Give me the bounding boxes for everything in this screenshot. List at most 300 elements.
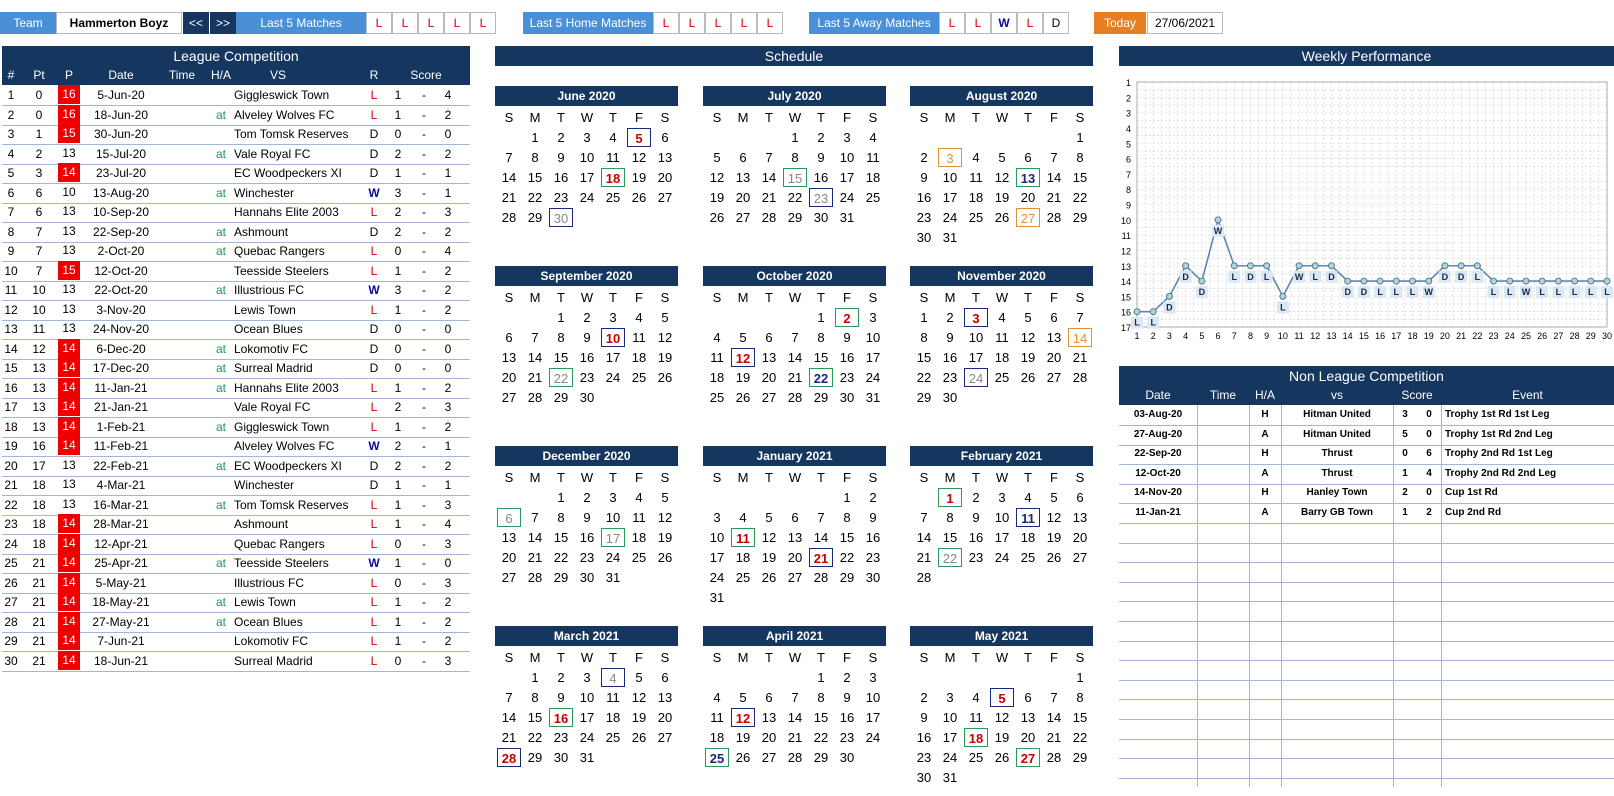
calendar-day[interactable]: 30	[916, 770, 932, 785]
calendar-day[interactable]: 24	[709, 570, 725, 585]
calendar-day[interactable]: 21	[527, 550, 543, 565]
calendar-day[interactable]: 2	[869, 490, 877, 505]
calendar-day[interactable]: 31	[579, 750, 595, 765]
calendar-day[interactable]: 16	[839, 350, 855, 365]
non-league-row[interactable]	[1119, 660, 1614, 681]
calendar-day[interactable]: 3	[843, 130, 851, 145]
non-league-row[interactable]	[1119, 562, 1614, 583]
non-league-row[interactable]	[1119, 679, 1614, 700]
league-row[interactable]	[2, 202, 470, 223]
calendar-day[interactable]: 1	[817, 310, 825, 325]
league-row[interactable]	[2, 183, 470, 204]
calendar-day[interactable]: 11	[969, 710, 983, 725]
calendar-day[interactable]: 11	[866, 150, 880, 165]
non-league-row[interactable]	[1119, 640, 1614, 661]
league-row[interactable]	[2, 300, 470, 321]
calendar-day[interactable]: 25	[605, 730, 621, 745]
calendar-day[interactable]: 22	[527, 190, 543, 205]
calendar-day[interactable]: 21	[527, 370, 543, 385]
calendar-day[interactable]: 23	[942, 370, 958, 385]
calendar-day[interactable]: 6	[765, 690, 773, 705]
calendar-day[interactable]: 18	[1020, 530, 1036, 545]
calendar-day[interactable]: 10	[865, 690, 881, 705]
calendar-day[interactable]: 10	[994, 510, 1010, 525]
calendar-day[interactable]: 24	[839, 190, 855, 205]
calendar-day[interactable]: 10	[579, 690, 595, 705]
calendar-day[interactable]: 21	[1046, 190, 1062, 205]
calendar-day[interactable]: 3	[998, 490, 1006, 505]
calendar-day[interactable]: 21	[761, 190, 777, 205]
match-day[interactable]: 11	[1016, 508, 1040, 527]
calendar-day[interactable]: 28	[1046, 750, 1062, 765]
calendar-day[interactable]: 6	[661, 130, 669, 145]
calendar-day[interactable]: 18	[631, 530, 647, 545]
calendar-day[interactable]: 31	[605, 570, 621, 585]
calendar-day[interactable]: 8	[557, 510, 565, 525]
match-day[interactable]: 30	[549, 208, 573, 227]
calendar-day[interactable]: 19	[994, 190, 1010, 205]
calendar-day[interactable]: 18	[968, 190, 984, 205]
calendar-day[interactable]: 26	[735, 750, 751, 765]
calendar-day[interactable]: 14	[1046, 710, 1062, 725]
calendar-day[interactable]: 2	[920, 690, 928, 705]
league-row[interactable]	[2, 631, 470, 652]
calendar-day[interactable]: 22	[916, 370, 932, 385]
calendar-day[interactable]: 25	[631, 370, 647, 385]
non-league-row[interactable]	[1119, 405, 1614, 426]
calendar-day[interactable]: 6	[765, 330, 773, 345]
calendar-day[interactable]: 9	[869, 510, 877, 525]
calendar-day[interactable]: 8	[817, 330, 825, 345]
calendar-day[interactable]: 26	[631, 190, 647, 205]
league-row[interactable]	[2, 514, 470, 535]
league-row[interactable]	[2, 651, 470, 672]
calendar-day[interactable]: 5	[713, 150, 721, 165]
calendar-day[interactable]: 19	[994, 730, 1010, 745]
calendar-day[interactable]: 18	[735, 550, 751, 565]
calendar-day[interactable]: 7	[817, 510, 825, 525]
calendar-day[interactable]: 8	[817, 690, 825, 705]
calendar-day[interactable]: 10	[839, 150, 855, 165]
calendar-day[interactable]: 14	[1046, 170, 1062, 185]
match-day[interactable]: 6	[497, 508, 521, 527]
calendar-day[interactable]: 23	[839, 730, 855, 745]
calendar-day[interactable]: 9	[843, 330, 851, 345]
calendar-day[interactable]: 24	[579, 730, 595, 745]
calendar-day[interactable]: 19	[631, 170, 647, 185]
calendar-day[interactable]: 26	[1046, 550, 1062, 565]
calendar-day[interactable]: 12	[657, 510, 673, 525]
calendar-day[interactable]: 9	[920, 170, 928, 185]
calendar-day[interactable]: 14	[501, 170, 517, 185]
calendar-day[interactable]: 27	[1072, 550, 1088, 565]
non-league-row[interactable]	[1119, 464, 1614, 485]
calendar-day[interactable]: 29	[787, 210, 803, 225]
calendar-day[interactable]: 3	[869, 670, 877, 685]
calendar-day[interactable]: 3	[713, 510, 721, 525]
calendar-day[interactable]: 31	[942, 770, 958, 785]
calendar-day[interactable]: 2	[583, 310, 591, 325]
match-day[interactable]: 11	[731, 528, 755, 547]
calendar-day[interactable]: 22	[839, 550, 855, 565]
non-league-row[interactable]	[1119, 621, 1614, 642]
calendar-day[interactable]: 2	[972, 490, 980, 505]
calendar-day[interactable]: 5	[661, 310, 669, 325]
non-league-row[interactable]	[1119, 601, 1614, 622]
calendar-day[interactable]: 18	[631, 350, 647, 365]
calendar-day[interactable]: 20	[501, 370, 517, 385]
calendar-day[interactable]: 27	[657, 730, 673, 745]
calendar-day[interactable]: 30	[942, 390, 958, 405]
calendar-day[interactable]: 23	[916, 210, 932, 225]
calendar-day[interactable]: 21	[501, 190, 517, 205]
match-day[interactable]: 10	[601, 328, 625, 347]
calendar-day[interactable]: 4	[739, 510, 747, 525]
match-day[interactable]: 4	[601, 668, 625, 687]
calendar-day[interactable]: 10	[942, 710, 958, 725]
calendar-day[interactable]: 25	[865, 190, 881, 205]
match-day[interactable]: 16	[549, 708, 573, 727]
calendar-day[interactable]: 31	[839, 210, 855, 225]
calendar-day[interactable]: 3	[946, 690, 954, 705]
calendar-day[interactable]: 27	[501, 390, 517, 405]
league-row[interactable]	[2, 456, 470, 477]
calendar-day[interactable]: 28	[527, 390, 543, 405]
calendar-day[interactable]: 15	[916, 350, 932, 365]
calendar-day[interactable]: 13	[1020, 710, 1036, 725]
calendar-day[interactable]: 19	[631, 710, 647, 725]
calendar-day[interactable]: 18	[709, 730, 725, 745]
calendar-day[interactable]: 6	[661, 670, 669, 685]
calendar-day[interactable]: 8	[531, 150, 539, 165]
league-row[interactable]	[2, 612, 470, 633]
calendar-day[interactable]: 9	[583, 330, 591, 345]
calendar-day[interactable]: 11	[710, 710, 724, 725]
calendar-day[interactable]: 23	[553, 730, 569, 745]
calendar-day[interactable]: 6	[1024, 150, 1032, 165]
calendar-day[interactable]: 28	[813, 570, 829, 585]
calendar-day[interactable]: 31	[709, 590, 725, 605]
calendar-day[interactable]: 20	[787, 550, 803, 565]
match-day[interactable]: 18	[601, 168, 625, 187]
calendar-day[interactable]: 23	[839, 370, 855, 385]
calendar-day[interactable]: 15	[553, 530, 569, 545]
calendar-day[interactable]: 19	[1046, 530, 1062, 545]
calendar-day[interactable]: 11	[606, 150, 620, 165]
calendar-day[interactable]: 18	[994, 350, 1010, 365]
calendar-day[interactable]: 14	[761, 170, 777, 185]
calendar-day[interactable]: 14	[787, 350, 803, 365]
calendar-day[interactable]: 10	[968, 330, 984, 345]
league-row[interactable]	[2, 319, 470, 340]
calendar-day[interactable]: 1	[1076, 670, 1084, 685]
calendar-day[interactable]: 21	[916, 550, 932, 565]
calendar-day[interactable]: 10	[865, 330, 881, 345]
calendar-day[interactable]: 25	[709, 390, 725, 405]
calendar-day[interactable]: 12	[1020, 330, 1036, 345]
calendar-day[interactable]: 14	[501, 710, 517, 725]
calendar-day[interactable]: 15	[839, 530, 855, 545]
calendar-day[interactable]: 25	[631, 550, 647, 565]
calendar-day[interactable]: 13	[787, 530, 803, 545]
calendar-day[interactable]: 28	[761, 210, 777, 225]
non-league-row[interactable]	[1119, 425, 1614, 446]
match-day[interactable]: 18	[964, 728, 988, 747]
calendar-day[interactable]: 6	[1024, 690, 1032, 705]
calendar-day[interactable]: 20	[501, 550, 517, 565]
calendar-day[interactable]: 13	[1046, 330, 1062, 345]
calendar-day[interactable]: 17	[994, 530, 1010, 545]
match-day[interactable]: 5	[990, 688, 1014, 707]
calendar-day[interactable]: 29	[916, 390, 932, 405]
calendar-day[interactable]: 28	[1072, 370, 1088, 385]
league-row[interactable]	[2, 475, 470, 496]
calendar-day[interactable]: 20	[761, 370, 777, 385]
calendar-day[interactable]: 11	[632, 330, 646, 345]
calendar-day[interactable]: 29	[813, 750, 829, 765]
calendar-day[interactable]: 14	[916, 530, 932, 545]
calendar-day[interactable]: 7	[531, 330, 539, 345]
calendar-day[interactable]: 5	[739, 690, 747, 705]
calendar-day[interactable]: 7	[1050, 150, 1058, 165]
calendar-day[interactable]: 7	[920, 510, 928, 525]
calendar-day[interactable]: 11	[606, 690, 620, 705]
calendar-day[interactable]: 24	[942, 210, 958, 225]
calendar-day[interactable]: 13	[657, 690, 673, 705]
calendar-day[interactable]: 25	[735, 570, 751, 585]
calendar-day[interactable]: 1	[920, 310, 928, 325]
next-team-button[interactable]: >>	[210, 12, 236, 34]
calendar-day[interactable]: 4	[609, 130, 617, 145]
league-row[interactable]	[2, 534, 470, 555]
calendar-day[interactable]: 27	[501, 570, 517, 585]
calendar-day[interactable]: 19	[735, 370, 751, 385]
calendar-day[interactable]: 6	[791, 510, 799, 525]
calendar-day[interactable]: 21	[501, 730, 517, 745]
calendar-day[interactable]: 19	[1020, 350, 1036, 365]
calendar-day[interactable]: 29	[1072, 750, 1088, 765]
match-day[interactable]: 12	[731, 348, 755, 367]
calendar-day[interactable]: 4	[972, 150, 980, 165]
calendar-day[interactable]: 28	[501, 210, 517, 225]
non-league-row[interactable]	[1119, 758, 1614, 779]
calendar-day[interactable]: 22	[553, 550, 569, 565]
calendar-day[interactable]: 4	[1024, 490, 1032, 505]
calendar-day[interactable]: 13	[761, 710, 777, 725]
calendar-day[interactable]: 25	[605, 190, 621, 205]
calendar-day[interactable]: 30	[553, 750, 569, 765]
calendar-day[interactable]: 16	[916, 730, 932, 745]
calendar-day[interactable]: 14	[527, 530, 543, 545]
calendar-day[interactable]: 23	[968, 550, 984, 565]
calendar-day[interactable]: 8	[557, 330, 565, 345]
calendar-day[interactable]: 26	[657, 370, 673, 385]
calendar-day[interactable]: 2	[946, 310, 954, 325]
calendar-day[interactable]: 22	[527, 730, 543, 745]
calendar-day[interactable]: 1	[531, 130, 539, 145]
calendar-day[interactable]: 12	[761, 530, 777, 545]
calendar-day[interactable]: 1	[791, 130, 799, 145]
calendar-day[interactable]: 17	[579, 170, 595, 185]
calendar-day[interactable]: 5	[1050, 490, 1058, 505]
calendar-day[interactable]: 1	[817, 670, 825, 685]
calendar-day[interactable]: 29	[813, 390, 829, 405]
calendar-day[interactable]: 6	[1050, 310, 1058, 325]
calendar-day[interactable]: 30	[813, 210, 829, 225]
calendar-day[interactable]: 24	[605, 370, 621, 385]
calendar-day[interactable]: 4	[635, 490, 643, 505]
calendar-day[interactable]: 16	[813, 170, 829, 185]
calendar-day[interactable]: 20	[657, 710, 673, 725]
league-row[interactable]	[2, 495, 470, 516]
calendar-day[interactable]: 22	[787, 190, 803, 205]
calendar-day[interactable]: 5	[635, 670, 643, 685]
calendar-day[interactable]: 2	[817, 130, 825, 145]
calendar-day[interactable]: 12	[631, 150, 647, 165]
calendar-day[interactable]: 6	[505, 330, 513, 345]
calendar-day[interactable]: 26	[709, 210, 725, 225]
calendar-day[interactable]: 17	[865, 350, 881, 365]
calendar-day[interactable]: 12	[994, 170, 1010, 185]
calendar-day[interactable]: 5	[661, 490, 669, 505]
calendar-day[interactable]: 8	[1076, 150, 1084, 165]
calendar-day[interactable]: 20	[1072, 530, 1088, 545]
calendar-day[interactable]: 13	[657, 150, 673, 165]
calendar-day[interactable]: 7	[505, 150, 513, 165]
calendar-day[interactable]: 16	[968, 530, 984, 545]
calendar-day[interactable]: 26	[994, 210, 1010, 225]
calendar-day[interactable]: 24	[865, 730, 881, 745]
calendar-day[interactable]: 14	[527, 350, 543, 365]
calendar-day[interactable]: 9	[583, 510, 591, 525]
calendar-day[interactable]: 16	[916, 190, 932, 205]
calendar-day[interactable]: 5	[739, 330, 747, 345]
calendar-day[interactable]: 30	[839, 390, 855, 405]
calendar-day[interactable]: 29	[839, 570, 855, 585]
calendar-day[interactable]: 25	[968, 210, 984, 225]
calendar-day[interactable]: 7	[791, 330, 799, 345]
calendar-day[interactable]: 29	[1072, 210, 1088, 225]
calendar-day[interactable]: 12	[657, 330, 673, 345]
calendar-day[interactable]: 21	[787, 370, 803, 385]
calendar-day[interactable]: 11	[632, 510, 646, 525]
calendar-day[interactable]: 16	[942, 350, 958, 365]
calendar-day[interactable]: 14	[787, 710, 803, 725]
calendar-day[interactable]: 23	[579, 550, 595, 565]
calendar-day[interactable]: 19	[761, 550, 777, 565]
calendar-day[interactable]: 21	[787, 730, 803, 745]
match-day[interactable]: 15	[783, 168, 807, 187]
calendar-day[interactable]: 5	[1024, 310, 1032, 325]
league-row[interactable]	[2, 573, 470, 594]
team-name-field[interactable]: Hammerton Boyz	[56, 12, 182, 34]
calendar-day[interactable]: 27	[761, 390, 777, 405]
calendar-day[interactable]: 9	[843, 690, 851, 705]
calendar-day[interactable]: 30	[839, 750, 855, 765]
calendar-day[interactable]: 28	[527, 570, 543, 585]
calendar-day[interactable]: 5	[998, 150, 1006, 165]
match-day[interactable]: 3	[964, 308, 988, 327]
non-league-row[interactable]	[1119, 719, 1614, 740]
calendar-day[interactable]: 17	[605, 350, 621, 365]
calendar-day[interactable]: 24	[942, 750, 958, 765]
calendar-day[interactable]: 9	[972, 510, 980, 525]
calendar-day[interactable]: 23	[579, 370, 595, 385]
calendar-day[interactable]: 1	[531, 670, 539, 685]
calendar-day[interactable]: 30	[579, 570, 595, 585]
calendar-day[interactable]: 11	[995, 330, 1009, 345]
calendar-day[interactable]: 13	[735, 170, 751, 185]
league-row[interactable]	[2, 85, 470, 106]
league-row[interactable]	[2, 241, 470, 262]
calendar-day[interactable]: 10	[605, 510, 621, 525]
calendar-day[interactable]: 4	[713, 690, 721, 705]
calendar-day[interactable]: 20	[761, 730, 777, 745]
calendar-day[interactable]: 15	[553, 350, 569, 365]
match-day[interactable]: 17	[601, 528, 625, 547]
prev-team-button[interactable]: <<	[183, 12, 209, 34]
non-league-row[interactable]	[1119, 523, 1614, 544]
league-row[interactable]	[2, 339, 470, 360]
calendar-day[interactable]: 26	[631, 730, 647, 745]
calendar-day[interactable]: 19	[709, 190, 725, 205]
calendar-day[interactable]: 29	[527, 750, 543, 765]
calendar-day[interactable]: 24	[865, 370, 881, 385]
calendar-day[interactable]: 13	[761, 350, 777, 365]
calendar-day[interactable]: 24	[994, 550, 1010, 565]
match-day[interactable]: 5	[627, 128, 651, 147]
calendar-day[interactable]: 2	[843, 670, 851, 685]
calendar-day[interactable]: 29	[527, 210, 543, 225]
calendar-day[interactable]: 10	[579, 150, 595, 165]
calendar-day[interactable]: 27	[761, 750, 777, 765]
calendar-day[interactable]: 3	[609, 310, 617, 325]
calendar-day[interactable]: 7	[1076, 310, 1084, 325]
calendar-day[interactable]: 15	[1072, 710, 1088, 725]
calendar-day[interactable]: 29	[553, 390, 569, 405]
calendar-day[interactable]: 19	[735, 730, 751, 745]
non-league-row[interactable]	[1119, 503, 1614, 524]
calendar-day[interactable]: 30	[579, 390, 595, 405]
calendar-day[interactable]: 8	[791, 150, 799, 165]
calendar-day[interactable]: 4	[972, 690, 980, 705]
calendar-day[interactable]: 13	[501, 530, 517, 545]
match-day[interactable]: 27	[1016, 208, 1040, 227]
calendar-day[interactable]: 15	[527, 170, 543, 185]
calendar-day[interactable]: 27	[787, 570, 803, 585]
calendar-day[interactable]: 17	[839, 170, 855, 185]
calendar-day[interactable]: 7	[765, 150, 773, 165]
calendar-day[interactable]: 16	[839, 710, 855, 725]
calendar-day[interactable]: 22	[813, 730, 829, 745]
calendar-day[interactable]: 18	[709, 370, 725, 385]
calendar-day[interactable]: 10	[942, 170, 958, 185]
match-day[interactable]: 21	[809, 548, 833, 567]
calendar-day[interactable]: 16	[579, 530, 595, 545]
calendar-day[interactable]: 23	[553, 190, 569, 205]
calendar-day[interactable]: 28	[916, 570, 932, 585]
match-day[interactable]: 14	[1068, 328, 1092, 347]
league-row[interactable]	[2, 358, 470, 379]
calendar-day[interactable]: 21	[1046, 730, 1062, 745]
calendar-day[interactable]: 2	[583, 490, 591, 505]
match-day[interactable]: 22	[549, 368, 573, 387]
league-row[interactable]	[2, 592, 470, 613]
calendar-day[interactable]: 3	[583, 670, 591, 685]
non-league-row[interactable]	[1119, 699, 1614, 720]
calendar-day[interactable]: 25	[1020, 550, 1036, 565]
calendar-day[interactable]: 4	[635, 310, 643, 325]
